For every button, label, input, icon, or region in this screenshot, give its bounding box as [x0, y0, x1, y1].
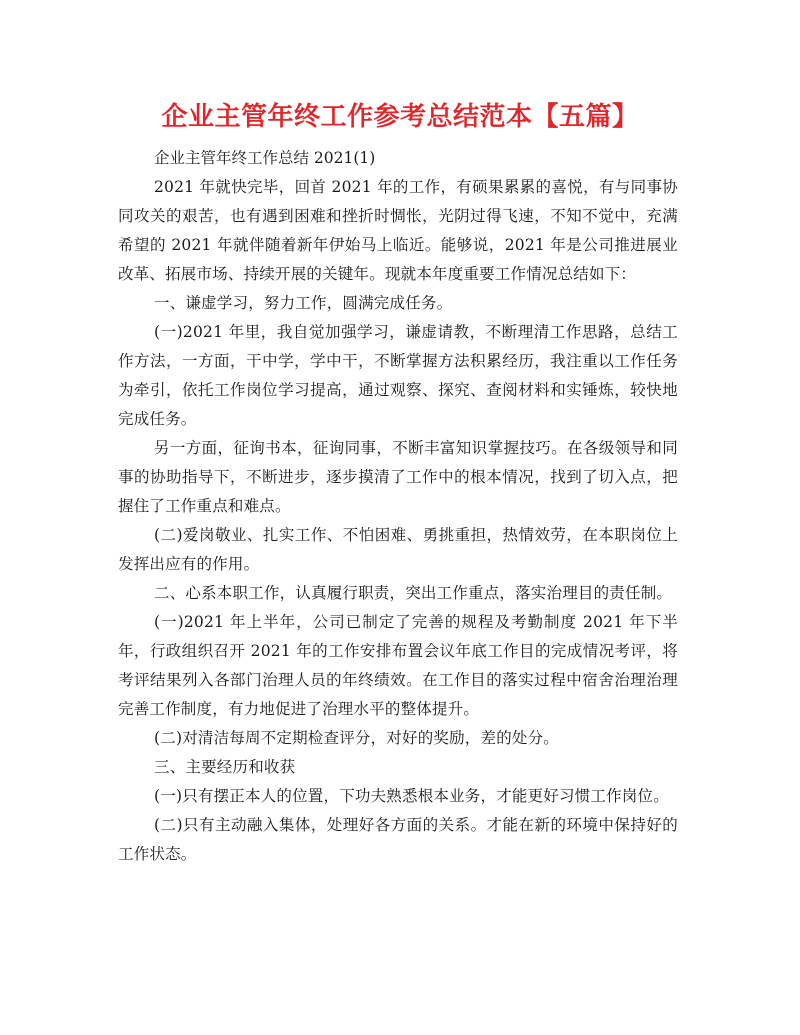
paragraph-10: (一)只有摆正本人的位置，下功夫熟悉根本业务，才能更好习惯工作岗位。: [154, 787, 669, 805]
document-title: 企业主管年终工作参考总结范本【五篇】: [161, 102, 639, 132]
paragraph-7: (一)2021 年上半年，公司已制定了完善的规程及考勤制度 2021 年下半年，行政组织召开 2021 年的工作安排布置会议年底工作目的完成情况考评，将考评结果列入各部门治理人员的年终绩效。在工作目的落实过程中宿舍治理治理完善工作制度，有力地促进了治理水平的整体提升。: [118, 613, 678, 718]
paragraph-5: (二)爱岗敬业、扎实工作、不怕困难、勇挑重担，热情效劳，在本职岗位上发挥出应有的作用。: [118, 526, 678, 573]
paragraph-3: (一)2021 年里，我自觉加强学习，谦虚请教，不断理清工作思路，总结工作方法，一方面，干中学，学中干，不断掌握方法积累经历，我注重以工作任务为牵引，依托工作岗位学习提高，通过观察、探究、查阅材料和实锤炼，较快地完成任务。: [118, 323, 678, 428]
paragraph-1: 2021 年就快完毕，回首 2021 年的工作，有硕果累累的喜悦，有与同事协同攻关的艰苦，也有遇到困难和挫折时惆怅，光阴过得飞速，不知不觉中，充满希望的 2021 年就伴随着新年伊始马上临近。能够说，2021 年是公司推进展业改革、拓展市场、持续开展的关键年。现就本年度重要工作情况总结如下：: [118, 178, 678, 283]
paragraph-11: (二)只有主动融入集体，处理好各方面的关系。才能在新的环境中保持好的工作状态。: [118, 816, 678, 863]
paragraph-4: 另一方面，征询书本，征询同事，不断丰富知识掌握技巧。在各级领导和同事的协助指导下，不断进步，逐步摸清了工作中的根本情况，找到了切入点，把握住了工作重点和难点。: [118, 439, 678, 515]
paragraph-6: 二、心系本职工作，认真履行职责，突出工作重点，落实治理目的责任制。: [154, 584, 673, 602]
document-subtitle: 企业主管年终工作总结 2021(1): [154, 149, 376, 167]
paragraph-8: (二)对清洁每周不定期检查评分，对好的奖励，差的处分。: [154, 729, 559, 747]
document-body: [118, 143, 678, 869]
paragraph-2: 一、谦虚学习，努力工作，圆满完成任务。: [154, 294, 453, 312]
paragraph-9: 三、主要经历和收获: [154, 758, 296, 776]
